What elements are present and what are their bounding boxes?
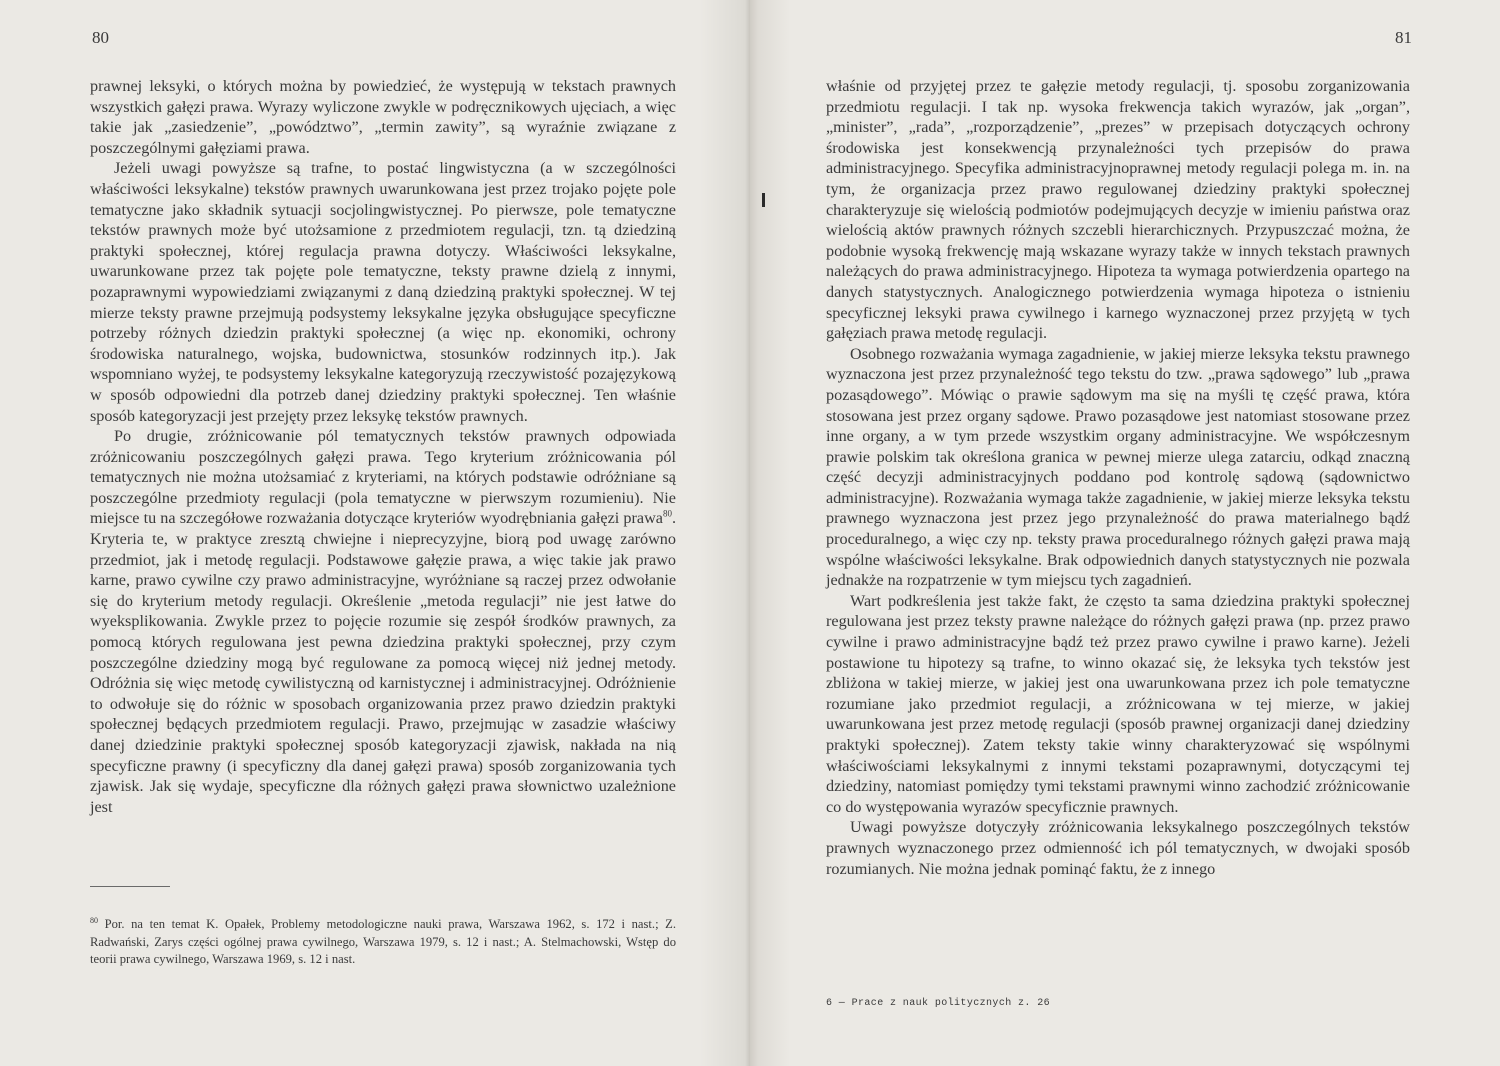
footnote [90,912,676,969]
footnote-text: Por. na ten temat K. Opałek, Problemy metodologiczne nauki prawa, Warszawa 1962, s. 172 i nast.; Z. Radwański, Zarys części ogólnej prawa cywilnego, Warszawa 1979, s. 12 i nast.; A. Stelmachowski, Wstęp do teorii prawa cywilnego, Warszawa 1969, s. 12 i nast. [90,917,676,967]
paragraph: Wart podkreślenia jest także fakt, że często ta sama dziedzina praktyki społecznej regulowana jest przez teksty prawne należące do różnych gałęzi prawa (np. przez prawo cywilne i prawo administracyjne bądź też przez prawo cywilne i prawo karne). Jeżeli postawione tu hipotezy są trafne, to winno okazać się, że leksyka tych tekstów jest zbliżona w takiej mierze, w jakiej jest ona uwarunkowana przez ich pole tematyczne rozumiane jako przedmiot regulacji, a zróżnicowana w tej mierze, w jakiej uwarunkowana jest przez metodę regulacji (sposób prawnej organizacji danej dziedziny praktyki społecznej). Zatem teksty takie winny charakteryzować się wspólnymi właściwościami leksykalnymi z innymi tekstami pozaprawnymi, dotyczącymi tej dziedziny, natomiast pomiędzy tymi tekstami prawnymi winno zachodzić zróżnicowanie co do występowania wyrazów specyficznie prawnych. [826,591,1410,816]
body-text [826,76,1410,879]
footnote-number: 80 [90,916,98,925]
paragraph: Osobnego rozważania wymaga zagadnienie, w jakiej mierze leksyka tekstu prawnego wyznaczona jest przez przynależność tego tekstu do tzw. „prawa sądowego” lub „prawa pozasądowego”. Mówiąc o prawie sądowym ma się na myśli tę część prawa, która stosowana jest przez organy sądowe. Prawo pozasądowe jest natomiast stosowane przez inne organy, a w tym przede wszystkim organy administracyjne. We współczesnym prawie polskim tak określona granica w pewnej mierze ulega zatarciu, odkąd znaczną część decyzji administracyjnych poddano pod kontrolę sądową (sądownictwo administracyjne). Rozważania wymaga także zagadnienie, w jakiej mierze leksyka tekstu prawnego wyznaczona jest przez jego przynależność do prawa materialnego bądź proceduralnego, a więc czy np. teksty prawa proceduralnego różnych gałęzi prawa mają wspólne właściwości leksykalne. Brak odpowiednich danych statystycznych nie pozwala jednakże na rozpatrzenie w tym miejscu tych zagadnień. [826,344,1410,590]
paragraph: właśnie od przyjętej przez te gałęzie metody regulacji, tj. sposobu zorganizowania przedmiotu regulacji. I tak np. wysoka frekwencja takich wyrazów, jak „organ”, „minister”, „rada”, „rozporządzenie”, „prezes” w przepisach dotyczących ochrony środowiska jest konsekwencją przynależności tych przepisów do prawa administracyjnego. Specyfika administracyjnoprawnej metody regulacji polega m. in. na tym, że organizacja przez prawo regulowanej dziedziny praktyki społecznej charakteryzuje się wielością podmiotów podejmujących decyzje w imieniu państwa oraz wielością aktów prawnych różnych szczebli hierarchicznych. Przypuszczać można, że podobnie wysoką frekwencję mają wskazane wyrazy także w innych tekstach prawnych należących do prawa administracyjnego. Hipoteza ta wymaga potwierdzenia opartego na danych statystycznych. Analogicznego potwierdzenia wymaga hipoteza o istnieniu specyficznej leksyki prawa cywilnego i karnego wyznaczonej przez przyjętą w tych gałęziach prawa metodę regulacji. [826,77,1410,343]
right-page [750,0,1500,1066]
page-number: 81 [1395,28,1412,47]
paragraph-text: . Kryteria te, w praktyce zresztą chwiejne i nieprecyzyjne, biorą pod uwagę zarówno przedmiot, jak i metodę regulacji. Podstawowe gałęzie prawa, a więc takie jak prawo karne, prawo cywilne czy prawo administracyjne, wyróżniane są raczej przez odwołanie się do kryterium metody regulacji. Określenie „metoda regulacji” nie jest łatwe do wyeksplikowania. Zwykle przez to pojęcie rozumie się zespół środków prawnych, za pomocą których regulowana jest pewna dziedzina praktyki społecznej, przy czym poszczególne dziedziny mogą być regulowane za pomocą więcej niż jednej metody. Odróżnia się więc metodę cywilistyczną od karnistycznej i administracyjnej. Odróżnienie to odwołuje się do różnic w sposobach organizowania przez prawo dziedzin praktyki społecznej będących przedmiotem regulacji. Prawo, przejmując w zasadzie właściwy danej dziedzinie praktyki społecznej sposób kategoryzacji zjawisk, nakłada na nią specyficzne prawny (i specyficzny dla danej gałęzi prawa) sposób zorganizowania tych zjawisk. Jak się wydaje, specyficzne dla różnych gałęzi prawa słownictwo uzależnione jest [90,509,676,816]
body-text [90,76,676,817]
footnote-reference: 80 [662,509,672,520]
footnote-divider [90,886,170,887]
margin-mark [762,193,765,207]
paragraph: Uwagi powyższe dotyczyły zróżnicowania leksykalnego poszczególnych tekstów prawnych wyznaczonego przez odmienność ich pól tematycznych, w dwojaki sposób rozumianych. Nie można jednak pominąć faktu, że z innego [826,818,1410,878]
paragraph [90,426,676,817]
page-number: 80 [92,28,109,47]
paragraph-text: Po drugie, zróżnicowanie pól tematycznych tekstów prawnych odpowiada zróżnicowaniu poszczególnych gałęzi prawa. Tego kryterium zróżnicowania pól tematycznych nie można utożsamiać z kryteriami, na których podstawie odróżniane są poszczególne przedmioty regulacji (pola tematyczne w pierwszym rozumieniu). Nie miejsce tu na szczegółowe rozważania dotyczące kryteriów wyodrębniania gałęzi prawa [90,427,676,528]
printer-signature: 6 — Prace z nauk politycznych z. 26 [826,998,1051,1009]
paragraph: prawnej leksyki, o których można by powiedzieć, że występują w tekstach prawnych wszystkich gałęzi prawa. Wyrazy wyliczone zwykle w podręcznikowych ujęciach, a więc takie jak „zasiedzenie”, „powództwo”, „termin zawity”, są wyraźnie związane z poszczególnymi gałęziami prawa. [90,77,676,157]
paragraph: Jeżeli uwagi powyższe są trafne, to postać lingwistyczna (a w szczególności właściwości leksykalne) tekstów prawnych uwarunkowana jest przez trojako pojęte pole tematyczne jako składnik sytuacji socjolingwistycznej. Po pierwsze, pole tematyczne tekstów prawnych może być utożsamione z przedmiotem regulacji, tzn. tą dziedziną praktyki społecznej, której regulacja prawna dotyczy. Właściwości leksykalne, uwarunkowane przez tak pojęte pole tematyczne, teksty prawne dzielą z innymi, pozaprawnymi wypowiedziami związanymi z daną dziedziną praktyki społecznej. W tej mierze teksty prawne przejmują podsystemy leksykalne języka obsługujące specyficzne potrzeby różnych dziedzin praktyki społecznej (a więc np. ekonomiki, ochrony środowiska naturalnego, wojska, budownictwa, stosunków rodzinnych itp.). Jak wspomniano wyżej, te podsystemy leksykalne kategoryzują rzeczywistość pozajęzykową w sposób odpowiedni dla potrzeb danej dziedziny praktyki społecznej. Ten właśnie sposób kategoryzacji jest przejęty przez leksykę tekstów prawnych. [90,159,676,425]
